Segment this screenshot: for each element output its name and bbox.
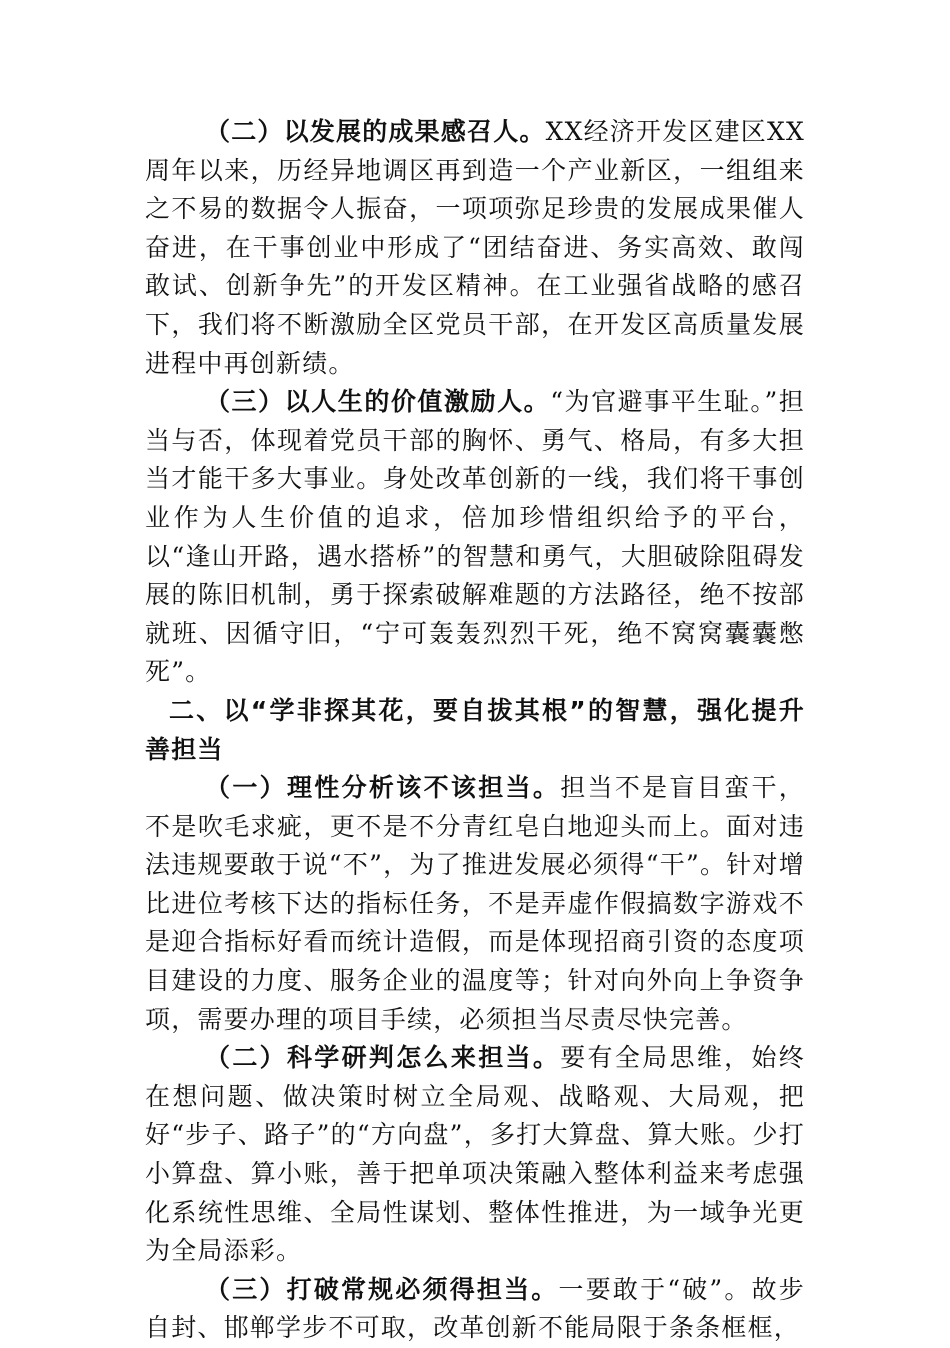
paragraph-lead: （二）科学研判怎么来担当。: [205, 1043, 561, 1073]
paragraph-text: 要有全局思维，始终在想问题、做决策时树立全局观、战略观、大局观，把好“步子、路子”的“方向盘”，多打大算盘、算大账。少打小算盘、算小账，善于把单项决策融入整体利益来考虑强化系统性思维、全局性谋划、整体性推进，为一域争光更为全局添彩。: [145, 1043, 805, 1266]
paragraph-lead: （三）以人生的价值激励人。: [205, 387, 551, 417]
paragraph-text: 担当不是盲目蛮干，不是吹毛求疵，更不是不分青红皂白地迎头而上。面对违法违规要敢于说“不”，为了推进发展必须得“干”。针对增比进位考核下达的指标任务，不是弄虚作假搞数字游戏不是迎合指标好看而统计造假，而是体现招商引资的态度项目建设的力度、服务企业的温度等；针对向外向上争资争项，需要办理的项目手续，必须担当尽责尽快完善。: [145, 773, 805, 1034]
paragraph-break-conventions: [145, 1271, 805, 1348]
paragraph-lead: （一）理性分析该不该担当。: [205, 773, 561, 803]
paragraph-scientific-judgement: [145, 1039, 805, 1271]
paragraph-lead: （二）以发展的成果感召人。: [205, 117, 546, 146]
paragraph-lead: （三）打破常规必须得担当。: [205, 1274, 559, 1304]
paragraph-text: XX经济开发区建区XX周年以来，历经异地调区再到造一个产业新区，一组组来之不易的数据令人振奋，一项项弥足珍贵的发展成果催人奋进，在干事创业中形成了“团结奋进、务实高效、敢闯敢试、创新争先”的开发区精神。在工业强省战略的感召下，我们将不断激励全区党员干部，在开发区高质量发展进程中再创新绩。: [145, 117, 806, 378]
paragraph-text: “为官避事平生耻。”担当与否，体现着党员干部的胸怀、勇气、格局，有多大担当才能干多大事业。身处改革创新的一线，我们将干事创业作为人生价值的追求，倍加珍惜组织给予的平台，以“逢山开路，遇水搭桥”的智慧和勇气，大胆破除阻碍发展的陈旧机制，勇于探索破解难题的方法路径，绝不按部就班、因循守旧，“宁可轰轰烈烈干死，绝不窝窝囊囊憋死”。: [145, 387, 805, 687]
paragraph-rational-analysis: [145, 769, 805, 1039]
section-heading: 二、以“学非探其花，要自拔其根”的智慧，强化提升善担当: [145, 695, 805, 764]
paragraph-text: 一要敢于“破”。故步自封、邯郸学步不可取，改革创新不能局限于条条框框，: [145, 1274, 805, 1343]
paragraph-life-value: [145, 383, 805, 692]
paragraph-achievements: [145, 113, 805, 383]
document-body: [145, 113, 805, 1348]
